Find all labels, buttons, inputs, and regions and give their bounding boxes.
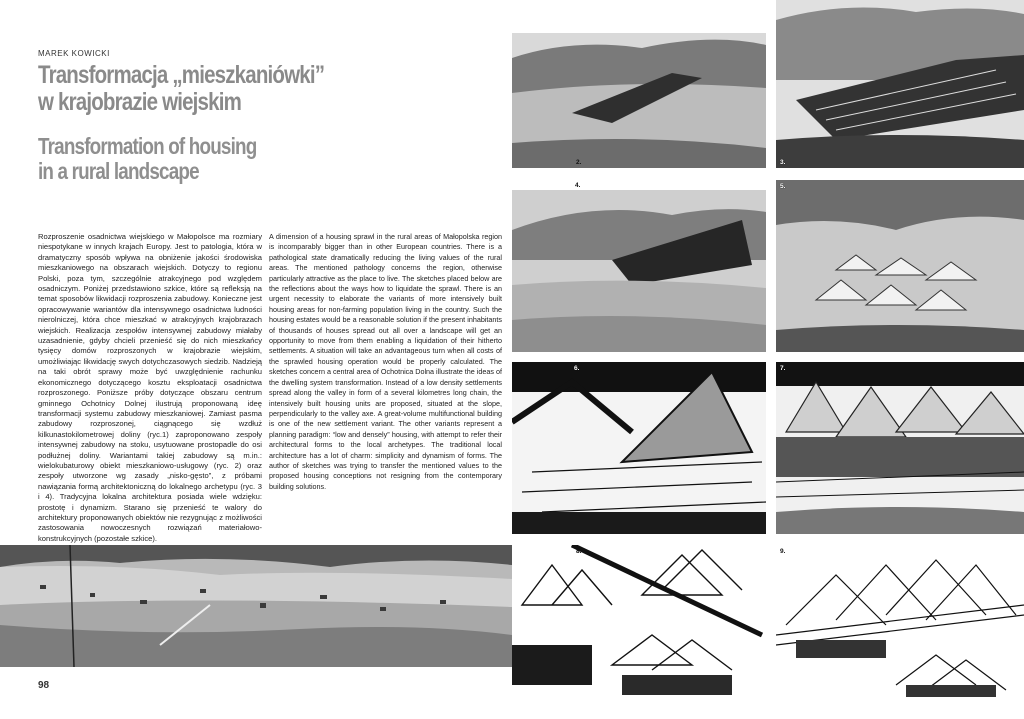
- author-name: MAREK KOWICKI: [38, 49, 110, 58]
- figure-7-label: 7.: [780, 365, 786, 372]
- figure-2-label: 2.: [576, 159, 582, 166]
- body-text-polish: Rozproszenie osadnictwa wiejskiego w Małopolsce ma rozmiary niespotykane w innych krajach Europy. Jest to patologia, która w dramatyczny sposób wpływa na obniżenie jakości środowiska mieszkaniowego na obszarach wiejskich. Dotyczy to regionu Polski, poza tym, szczególnie atrakcyjnego pod względem osadniczym. Poniżej przedstawiono szkice, które są refleksją na temat sposobów likwidacji rozproszenia zabudowy. Konieczne jest opracowywanie wariantów dla intensywnego osadnictwa ludności nierolniczej, która chce mieszkać w atrakcyjnych krajobrazach wiejskich. Realizacja zespołów intensywnej zabudowy miałaby uzasadnienie, gdyby chcieli przenieść się do nich mieszkańcy tysięcy domów rozproszonych w krajobrazie wiejskim, umożliwiając likwidację swych dotychczasowych siedzib. Nadzieją na taki obrót sprawy może być uwzględnienie rachunku ekonomicznego dotyczącego kosztu eksploatacji osadnictwa rozproszonego. Poniższe próby dotyczące obszaru centrum gminnego Ochotnicy Dolnej ilustrują proponowaną ideę transformacji systemu zabudowy mieszkaniowej. Zamiast pasma zabudowy rozproszonej, ciągnącego się wzdłuż kilkunastokilometrowej doliny (ryc.1) zaproponowano zespoły intensywnej zabudowy na stoku, usytuowane prostopadle do osi podłużnej doliny. Wariantami takiej zabudowy są m.in.: wielokubaturowy obiekt mieszkaniowo-usługowy (ryc. 2) oraz zespoły utworzone wg zasady „nisko-gęsto”, z próbami nawiązania formą architektoniczną do lokalnego archetypu (ryc. 3 i 4). Tradycyjna lokalna architektura posiada wiele wdzięku: prostotę i dynamizm. Starano się przenieść te walory do architektury proponowanych obiektów nie rezygnując z możliwości zastosowania nowoczesnych rozwiązań materiałowo-konstrukcyjnych (pozostałe szkice).: [38, 232, 262, 543]
- figure-9-sketch: [776, 545, 1024, 705]
- figure-4-label: 4.: [575, 182, 581, 189]
- figure-7-sketch: [776, 362, 1024, 534]
- title-pl-line-1: Transformacja „mieszkaniówki”: [38, 61, 325, 89]
- figure-8-label: 8.: [576, 548, 582, 555]
- figure-5-label: 5.: [780, 183, 786, 190]
- figure-9-label: 9.: [780, 548, 786, 555]
- figure-3-label: 3.: [780, 159, 786, 166]
- body-text-english: A dimension of a housing sprawl in the rural areas of Małopolska region is incomparably bigger than in other European countries. There is a pathological state dramatically reducing the living values of the rural areas. The mentioned pathology concerns the region, otherwise particularly attractive as the place to live. The sketches placed below are the reflections about the ways how to liquidate the sprawl. There is an urgent necessity to elaborate the variants of more intensively built housing areas for non-farming population living in the country. Such the housing estates would be a reasonable solution if the present inhabitants of thousands of houses spread out all over a landscape will get an opportunity to move from them enabling a liquidation of their hitherto settlements. A situation will take an advantageous turn when all costs of the sprawled housing operation would be properly calculated. The sketches concern a central area of Ochotnica Dolna illustrate the ideas of the dwelling system transformation. Instead of a low density settlements spread along the valley in form of a several kilometres long chain, the intensively built housing units are proposed, situated at the slope, perpendicularly to the valley axe. A great-volume multifunctional building is one of the new settlement variant. The other variants represent a planning paradigm: “low and densely” housing, with attempt to refer their architectural forms to the local archetypes. The traditional local architecture has a lot of charm: simplicity and dynamism of forms. The author of sketches was trying to transfer the mentioned values to the proposed housing conceptions not resigning from the contemporary building solutions.: [269, 232, 502, 491]
- title-en-line-2: in a rural landscape: [38, 158, 199, 184]
- figure-3-photo: [776, 0, 1024, 168]
- figure-2-photo: [512, 33, 766, 168]
- article-title-polish: [38, 62, 350, 116]
- title-pl-line-2: w krajobrazie wiejskim: [38, 88, 242, 116]
- figure-6-sketch: [512, 362, 766, 534]
- page-number: 98: [38, 680, 50, 691]
- figure-6-label: 6.: [574, 365, 580, 372]
- figure-5-photo: [776, 180, 1024, 352]
- title-en-line-1: Transformation of housing: [38, 133, 257, 159]
- article-title-english: [38, 134, 284, 184]
- figure-8-sketch: [512, 545, 766, 705]
- figure-4-photo: [512, 190, 766, 352]
- valley-panorama-photo: [0, 545, 512, 667]
